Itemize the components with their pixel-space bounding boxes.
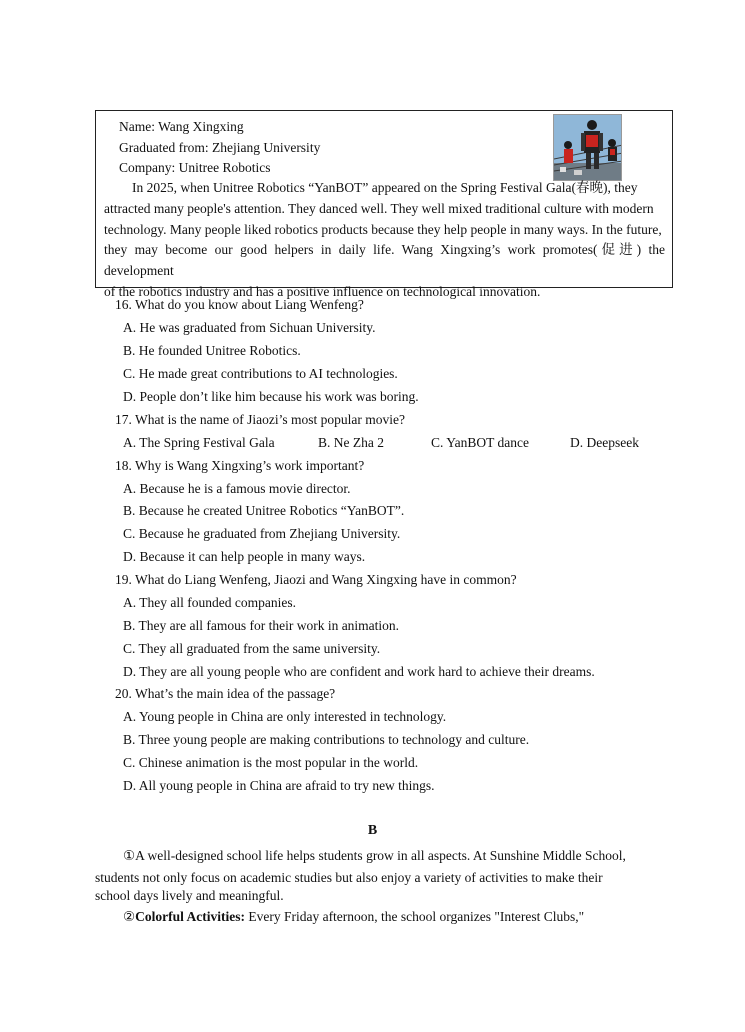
question-18-option-c: C. Because he graduated from Zhejiang University.	[123, 526, 401, 541]
section-b-paragraph-1	[95, 847, 650, 905]
question-19-option-a: A. They all founded companies.	[123, 595, 296, 610]
question-17-option-a: A. The Spring Festival Gala	[123, 435, 275, 450]
question-18-stem: 18. Why is Wang Xingxing’s work important?	[115, 458, 365, 473]
profile-name: Name: Wang Xingxing	[119, 119, 244, 134]
section-b-paragraph-1-line: school days lively and meaningful.	[95, 888, 284, 903]
question-19-option-c: C. They all graduated from the same university.	[123, 641, 381, 656]
profile-paragraph	[104, 178, 665, 303]
section-b-title: B	[367, 823, 378, 838]
section-b-paragraph-2-line	[123, 908, 650, 926]
question-18-option-d: D. Because it can help people in many ways.	[123, 549, 366, 564]
question-17-option-d: D. Deepseek	[570, 435, 639, 450]
question-18-option-a: A. Because he is a famous movie director.	[123, 481, 351, 496]
profile-paragraph-line: In 2025, when Unitree Robotics “YanBOT” appeared on the Spring Festival Gala(春晚), they	[132, 180, 638, 195]
robot-photo-image	[554, 115, 622, 181]
question-19-option-b: B. They are all famous for their work in animation.	[123, 618, 400, 633]
question-20-option-b: B. Three young people are making contributions to technology and culture.	[123, 732, 530, 747]
profile-graduated: Graduated from: Zhejiang University	[119, 140, 321, 155]
profile-paragraph-line: they may become our good helpers in daily life. Wang Xingxing’s work promotes(促进) the development	[104, 242, 665, 279]
question-20-option-d: D. All young people in China are afraid to try new things.	[123, 778, 435, 793]
paragraph-2-text: Every Friday afternoon, the school organizes "Interest Clubs,"	[244, 909, 585, 924]
question-16-option-d: D. People don’t like him because his work was boring.	[123, 389, 419, 404]
question-16-stem: 16. What do you know about Liang Wenfeng?	[115, 297, 364, 312]
question-17-option-c: C. YanBOT dance	[431, 435, 530, 450]
profile-company: Company: Unitree Robotics	[119, 160, 271, 175]
profile-paragraph-line: of the robotics industry and has a positive influence on technological innovation.	[104, 283, 541, 299]
question-19-stem: 19. What do Liang Wenfeng, Jiaozi and Wang Xingxing have in common?	[115, 572, 517, 587]
question-20-option-a: A. Young people in China are only interested in technology.	[123, 709, 447, 724]
section-b-paragraph-2	[123, 908, 650, 926]
paragraph-2-marker: ②	[123, 909, 136, 924]
question-19-option-d: D. They are all young people who are confident and work hard to achieve their dreams.	[123, 664, 595, 679]
profile-paragraph-line: technology. Many people liked robotics products because they help people in many ways. In the future,	[104, 221, 662, 237]
colorful-activities-heading: Colorful Activities:	[135, 909, 245, 924]
profile-paragraph-line: attracted many people's attention. They danced well. They well mixed traditional culture with modern	[104, 200, 654, 216]
section-b-paragraph-1-line: ①A well-designed school life helps students grow in all aspects. At Sunshine Middle School,	[123, 848, 626, 863]
question-16-option-c: C. He made great contributions to AI technologies.	[123, 366, 398, 381]
section-b-paragraph-1-line: students not only focus on academic studies but also enjoy a variety of activities to make their	[95, 870, 603, 885]
question-17-stem: 17. What is the name of Jiaozi’s most popular movie?	[115, 412, 405, 427]
question-16-option-a: A. He was graduated from Sichuan University.	[123, 320, 376, 335]
question-18-option-b: B. Because he created Unitree Robotics “YanBOT”.	[123, 503, 405, 518]
question-17-option-b: B. Ne Zha 2	[318, 435, 384, 450]
question-20-stem: 20. What’s the main idea of the passage?	[115, 686, 336, 701]
robot-photo	[553, 114, 622, 181]
question-16-option-b: B. He founded Unitree Robotics.	[123, 343, 301, 358]
question-20-option-c: C. Chinese animation is the most popular in the world.	[123, 755, 419, 770]
